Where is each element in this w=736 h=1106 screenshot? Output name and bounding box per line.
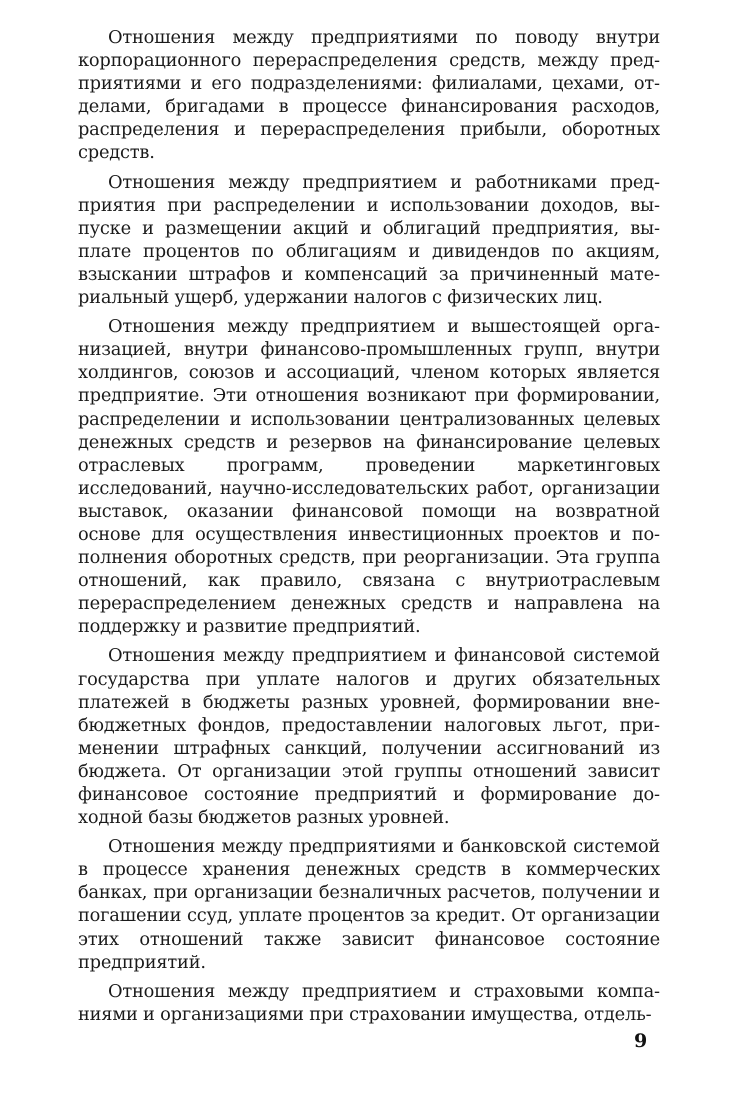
paragraph-intra-corporate-relations: Отношения между предприятиями по поводу внутри корпорационного перераспределения средств, между предприятиями и его подразделениями: филиалами, цехами, отделами, бригадами в процессе финансирования расходов, распределения и перераспределения прибыли, оборотных средств. <box>78 27 660 164</box>
paragraph-employee-relations: Отношения между предприятием и работниками предприятия при распределении и использовании доходов, выпуске и размещении акций и облигаций предприятия, выплате процентов по облигациям и дивидендов по акциям, взыскании штрафов и компенсаций за причиненный материальный ущерб, удержании налогов с физических лиц. <box>78 171 660 309</box>
page-body <box>78 26 660 1032</box>
paragraph-state-financial-system-relations: Отношения между предприятием и финансовой системой государства при уплате налогов и других обязательных платежей в бюджеты разных уровней, формировании внебюджетных фондов, предоставлении налоговых льгот, применении штрафных санкций, получении ассигнований из бюджета. От организации этой группы отношений зависит финансовое состояние предприятий и формирование доходной базы бюджетов разных уровней. <box>78 645 660 829</box>
page-number: 9 <box>634 1030 648 1052</box>
paragraph-banking-system-relations: Отношения между предприятиями и банковской системой в процессе хранения денежных средств в коммерческих банках, при организации безналичных расчетов, получении и погашении ссуд, уплате процентов за кредит. От организации этих отношений также зависит финансовое состояние предприятий. <box>78 836 660 973</box>
paragraph-parent-organization-relations: Отношения между предприятием и вышестоящей организацией, внутри финансово-промышленных групп, внутри холдингов, союзов и ассоциаций, членом которых является предприятие. Эти отношения возникают при формировании, распределении и использовании централизованных целевых денежных средств и резервов на финансирование целевых отраслевых программ, проведении маркетинговых исследований, научно-исследовательских работ, организации выставок, оказании финансовой помощи на возвратной основе для осуществления инвестиционных проектов и пополнения оборотных средств, при реорганизации. Эта группа отношений, как правило, связана с внутриотраслевым перераспределением денежных средств и направлена на поддержку и развитие предприятий. <box>78 316 660 638</box>
paragraph-insurance-relations: Отношения между предприятием и страховыми компаниями и организациями при страховании имущества, отдель- <box>78 980 660 1025</box>
